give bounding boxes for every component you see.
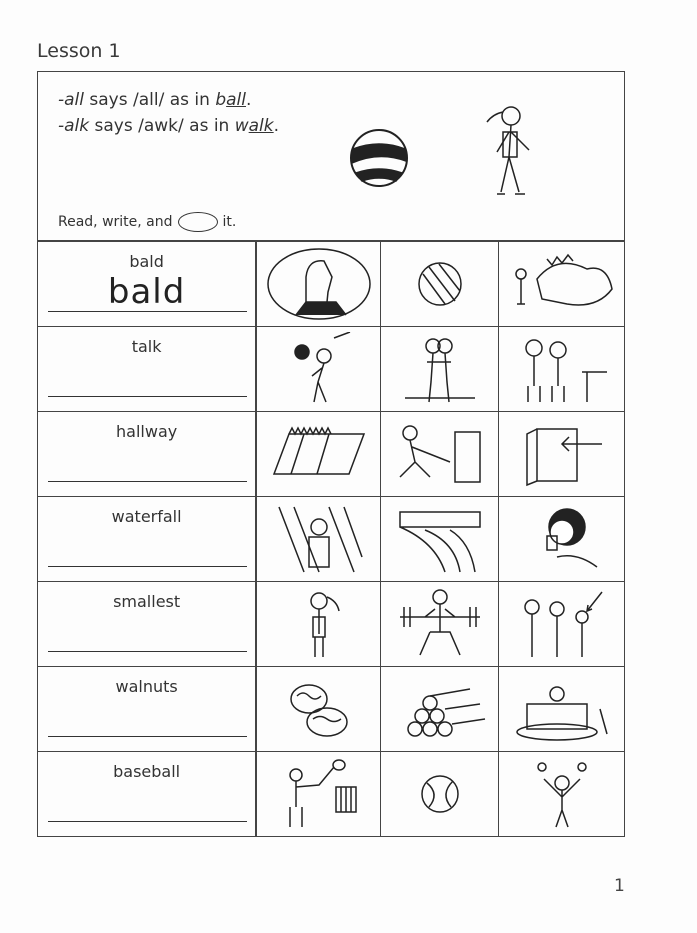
writing-line[interactable]: [48, 821, 247, 822]
baseball-picture[interactable]: [381, 752, 500, 836]
word-label: smallest: [113, 592, 181, 611]
rule-end: .: [273, 116, 280, 136]
sidewalk-picture[interactable]: [257, 412, 381, 496]
ball-picture[interactable]: [381, 242, 500, 326]
writing-line[interactable]: [48, 396, 247, 397]
example-prefix: w: [234, 116, 249, 136]
rain-picture[interactable]: [257, 497, 381, 581]
word-row: [38, 582, 624, 667]
rule-text: says /all/ as in: [84, 90, 216, 110]
instruction-text-end: it.: [222, 214, 237, 230]
writing-line[interactable]: [48, 481, 247, 482]
example-prefix: b: [215, 90, 227, 110]
bald-man-picture[interactable]: [257, 242, 381, 326]
girl-drinking-picture[interactable]: [499, 497, 624, 581]
word-row: [38, 752, 624, 836]
rule-all: [58, 90, 251, 110]
word-cell: [38, 582, 257, 666]
word-row: [38, 327, 624, 412]
boy-pulling-door-picture[interactable]: [381, 412, 500, 496]
boy-with-ball-picture[interactable]: [257, 327, 381, 411]
rules-box: [37, 71, 625, 241]
word-cell: [38, 327, 257, 411]
rule-text: says /awk/ as in: [89, 116, 235, 136]
example-underlined: all: [226, 90, 246, 110]
example-underlined: alk: [248, 116, 274, 136]
girl-picture[interactable]: [257, 582, 381, 666]
writing-line[interactable]: [48, 311, 247, 312]
kids-talking-picture[interactable]: [499, 327, 624, 411]
alligator-picture[interactable]: [499, 242, 624, 326]
word-row: [38, 242, 624, 327]
word-label: walnuts: [115, 677, 178, 696]
writing-line[interactable]: [48, 566, 247, 567]
word-cell: [38, 667, 257, 751]
cake-picture[interactable]: [499, 667, 624, 751]
juggling-boy-picture[interactable]: [499, 752, 624, 836]
instruction-text: Read, write, and: [58, 214, 173, 230]
instruction: [58, 212, 236, 232]
written-answer[interactable]: bald: [107, 272, 186, 312]
three-boys-arrow-picture[interactable]: [499, 582, 624, 666]
weightlifter-picture[interactable]: [381, 582, 500, 666]
word-cell: [38, 412, 257, 496]
walnuts-picture[interactable]: [257, 667, 381, 751]
word-cell: [38, 242, 257, 326]
word-label: baseball: [113, 762, 181, 781]
hugging-couple-picture[interactable]: [381, 327, 500, 411]
word-label: hallway: [116, 422, 178, 441]
lesson-title: Lesson 1: [37, 40, 121, 62]
rule-end: .: [245, 90, 252, 110]
word-cell: [38, 497, 257, 581]
word-picture-grid: [37, 240, 625, 837]
rule-suffix: -all: [58, 90, 84, 110]
open-door-arrow-picture[interactable]: [499, 412, 624, 496]
rule-suffix: -alk: [58, 116, 90, 136]
word-row: [38, 497, 624, 582]
circle-oval-icon: [178, 212, 218, 232]
writing-line[interactable]: [48, 651, 247, 652]
waterfall-picture[interactable]: [381, 497, 500, 581]
writing-line[interactable]: [48, 736, 247, 737]
word-label: waterfall: [111, 507, 182, 526]
tennis-girl-picture[interactable]: [257, 752, 381, 836]
ball-illustration: [348, 127, 410, 189]
logs-picture[interactable]: [381, 667, 500, 751]
word-row: [38, 667, 624, 752]
word-label: talk: [131, 337, 162, 356]
page-number: 1: [614, 876, 625, 896]
word-row: [38, 412, 624, 497]
walking-girl-illustration: [473, 102, 543, 207]
rule-alk: [58, 116, 279, 136]
word-label: bald: [129, 252, 164, 271]
word-cell: [38, 752, 257, 836]
